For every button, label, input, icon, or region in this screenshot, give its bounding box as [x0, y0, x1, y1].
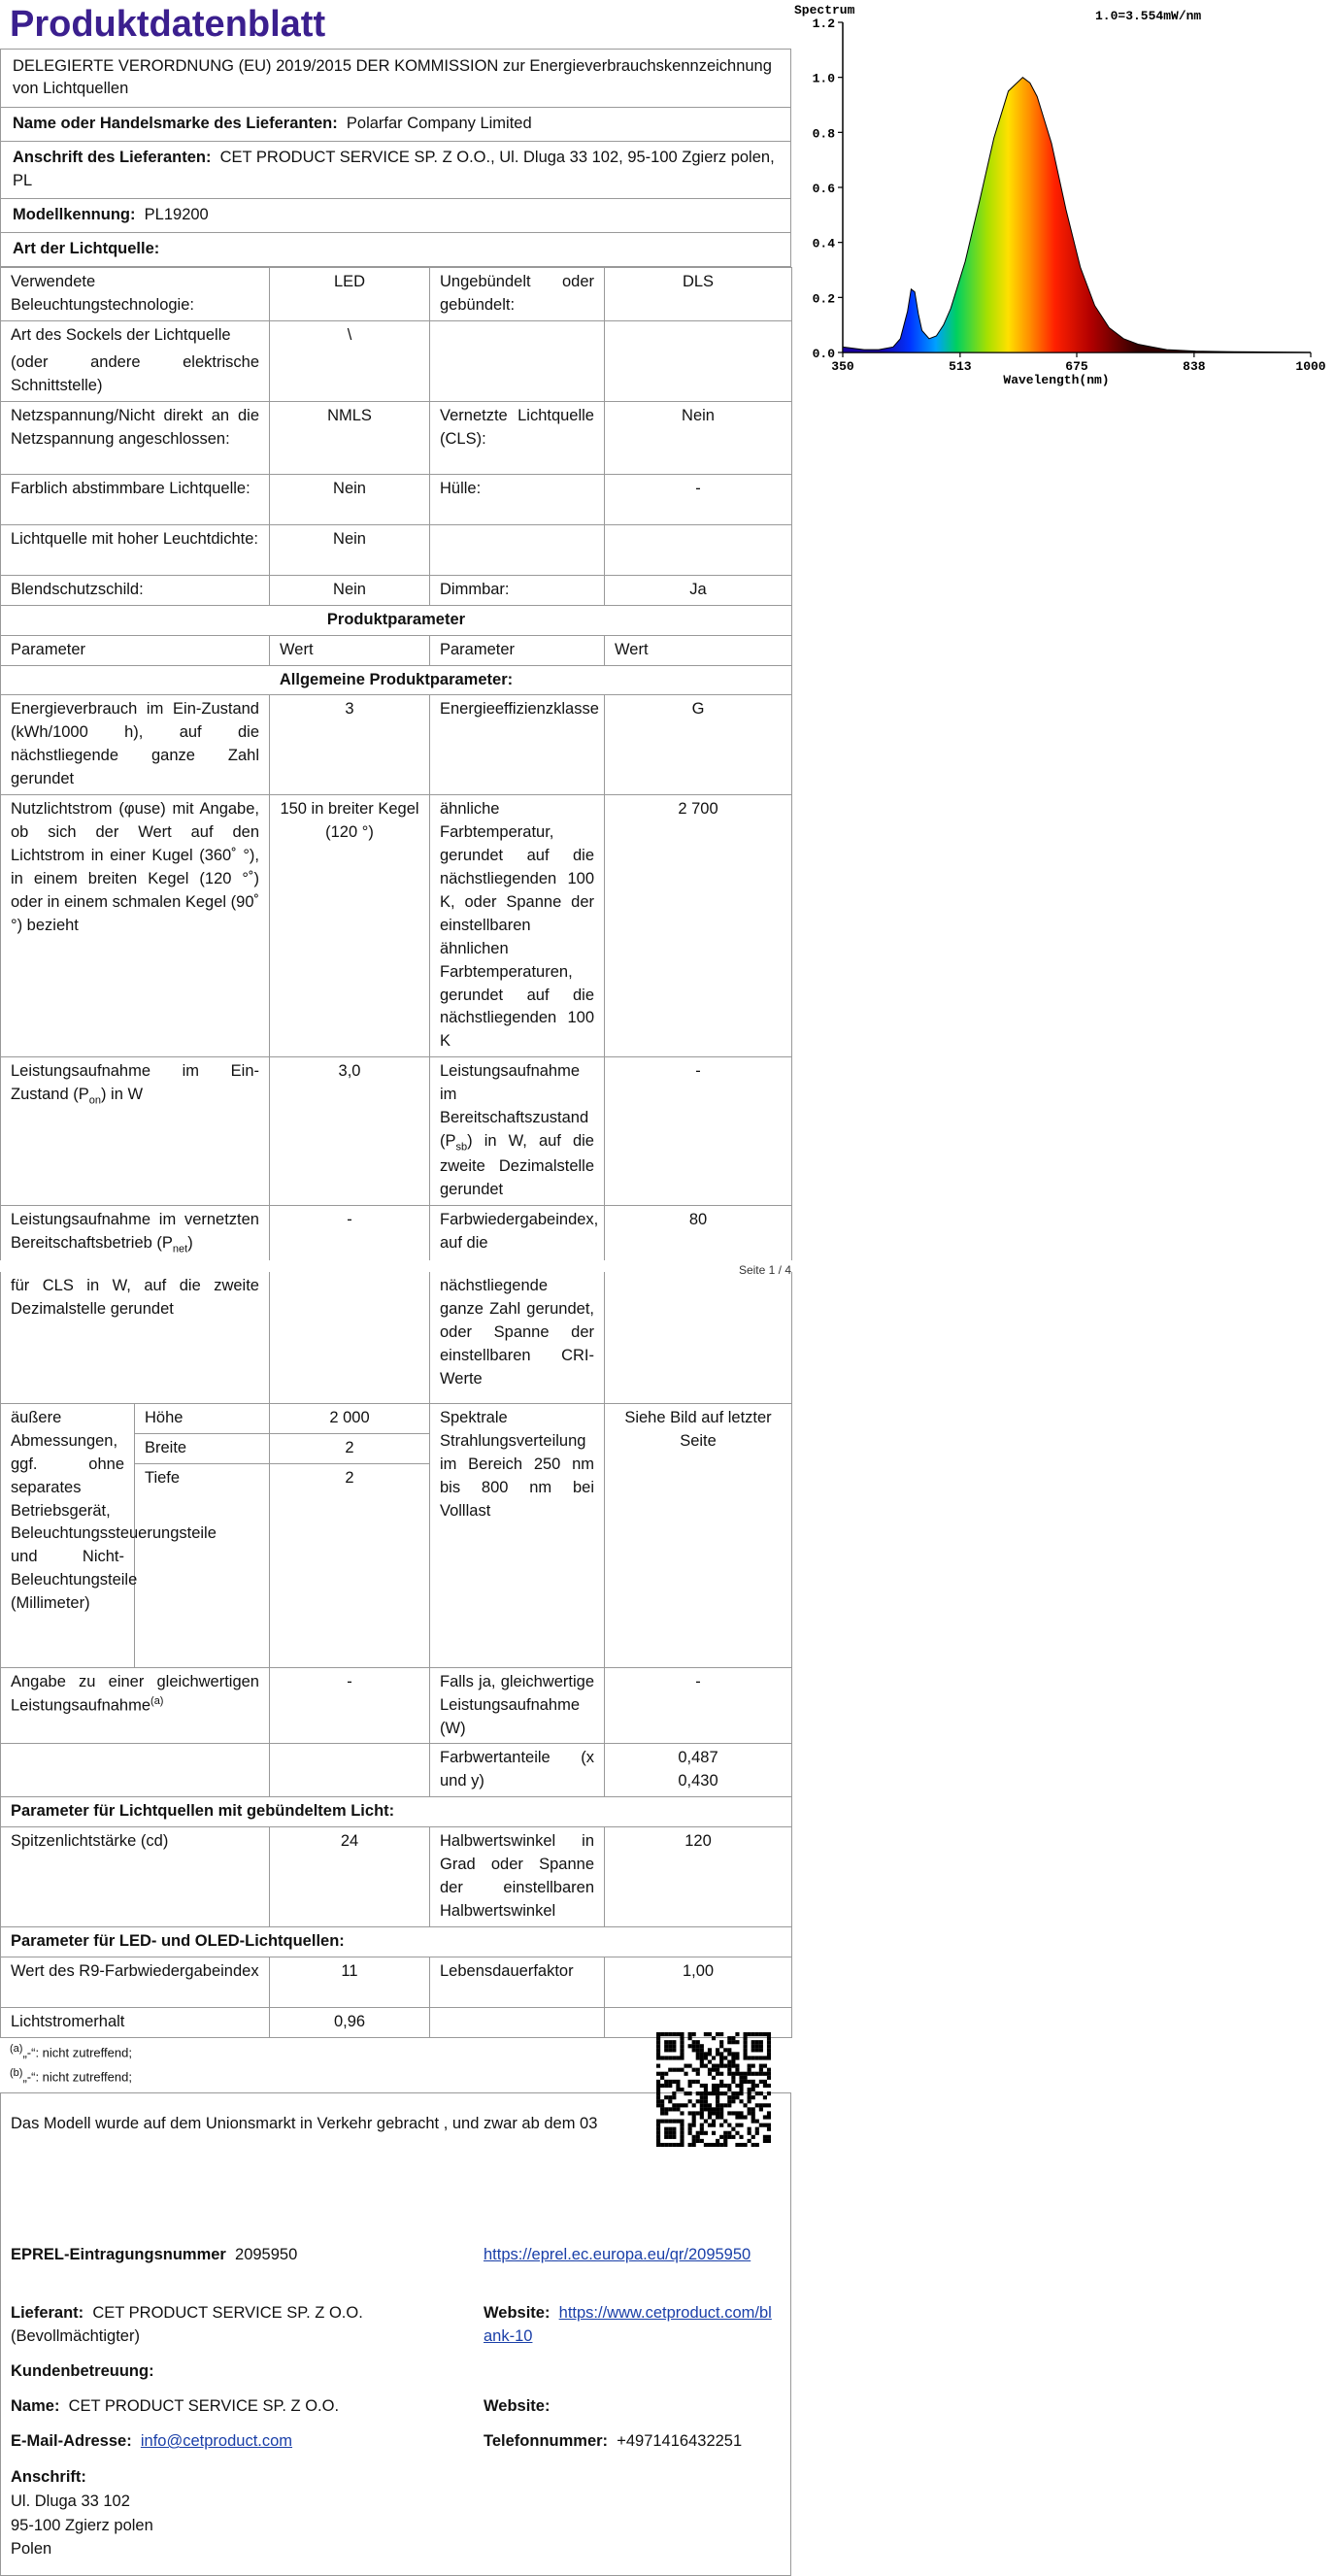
led-params-heading: Parameter für LED- und OLED-Lichtquellen:: [1, 1926, 792, 1957]
regulation-text: DELEGIERTE VERORDNUNG (EU) 2019/2015 DER KOMMISSION zur Energieverbrauchskennzeichnung von Lichtquellen: [0, 49, 791, 109]
p4-sub: net: [172, 1243, 188, 1255]
market-text: Das Modell wurde auf dem Unionsmarkt in Verkehr gebracht , und zwar ab dem 03: [11, 2115, 598, 2133]
address-line-1: Ul. Dluga 33 102: [11, 2492, 130, 2510]
lightsource-table: [0, 267, 792, 1260]
model-value: PL19200: [144, 206, 209, 224]
address-line-2: 95-100 Zgierz polen: [11, 2516, 153, 2534]
cell-value: Ja: [605, 575, 792, 605]
page-gap: [0, 1260, 791, 1272]
cell-value: -: [605, 1667, 792, 1744]
chart-y-tick-label: 0.6: [812, 182, 835, 196]
cell-value: Nein: [270, 575, 430, 605]
p3-label-end: ) in W: [100, 1086, 144, 1104]
cell-label: [1, 320, 270, 401]
website-link[interactable]: https://www.cetproduct.com/blank-10: [484, 2304, 772, 2345]
cell-empty: [270, 1744, 430, 1797]
lightsource-type-heading: [0, 233, 791, 267]
chart-x-tick-label: 1000: [1295, 359, 1326, 374]
supplier-name-label: Name oder Handelsmarke des Lieferanten:: [13, 115, 338, 133]
dim-depth-label: Tiefe: [135, 1463, 270, 1667]
cell-value: 3: [270, 695, 430, 795]
cell-value: 24: [270, 1827, 430, 1927]
p3-sub: on: [88, 1094, 101, 1107]
cell-value: -: [605, 474, 792, 524]
cell-empty: [605, 1272, 792, 1403]
chart-y-tick-label: 1.0: [812, 71, 835, 86]
cell-value: -: [605, 1057, 792, 1206]
lightsource-type-label: Art der Lichtquelle:: [13, 240, 160, 258]
cell-value: 11: [270, 1957, 430, 2007]
cell-value: Nein: [270, 524, 430, 575]
col-header-value: Wert: [270, 635, 430, 665]
address-line-3: Polen: [11, 2540, 52, 2559]
cell-label: Halbwertswinkel in Grad oder Spanne der einstellbaren Halbwertswinkel: [430, 1827, 605, 1927]
cell-value: -: [270, 1206, 430, 1261]
kunden-name-value: CET PRODUCT SERVICE SP. Z O.O.: [68, 2397, 340, 2416]
cell-label: Netzspannung/Nicht direkt an die Netzspannung angeschlossen:: [1, 401, 270, 474]
chromaticity-x: 0,487: [678, 1749, 718, 1767]
cell-empty: [270, 1272, 430, 1403]
phone-label: Telefonnummer:: [484, 2432, 609, 2451]
cell-label: Verwendete Beleuchtungstechnologie:: [1, 267, 270, 320]
cell-label: Hülle:: [430, 474, 605, 524]
chart-y-tick-label: 0.8: [812, 126, 835, 142]
address-label: Anschrift:: [11, 2468, 86, 2487]
cell-value: 80: [605, 1206, 792, 1261]
supplier-name-value: Polarfar Company Limited: [346, 115, 532, 133]
cell-value: NMLS: [270, 401, 430, 474]
p4-label-end: ): [187, 1234, 193, 1253]
p3-sub2: sb: [455, 1141, 468, 1154]
cell-label: Spitzenlichtstärke (cd): [1, 1827, 270, 1927]
cell-value: 1,00: [605, 1957, 792, 2007]
cell-label: Wert des R9-Farbwiedergabeindex: [1, 1957, 270, 2007]
spectrum-value: Siehe Bild auf letzter Seite: [605, 1403, 792, 1667]
model-row: [0, 199, 791, 233]
lieferant-label: Lieferant:: [11, 2304, 84, 2323]
cell-value: 0,96: [270, 2007, 430, 2037]
address-block: [11, 2465, 153, 2561]
cell-value: [605, 1744, 792, 1797]
cell-empty: [605, 320, 792, 401]
chart-x-tick-label: 838: [1183, 359, 1206, 374]
footnote-a-mark: (a): [10, 2042, 23, 2055]
eprel-label: EPREL-Eintragungsnummer: [11, 2246, 226, 2264]
cell-value: DLS: [605, 267, 792, 320]
email-row: [11, 2430, 292, 2454]
dim-height-value: 2 000: [270, 1403, 430, 1433]
dim-depth-value: 2: [270, 1463, 430, 1667]
spectrum-label: Spektrale Strahlungsverteilung im Bereich 250 nm bis 800 nm bei Volllast: [430, 1403, 605, 1667]
p3-label2: Leistungsaufnahme im Bereitschaftszustand (P: [440, 1062, 589, 1151]
cell-label: nächstliegende ganze Zahl gerundet, oder Spanne der einstellbaren CRI-Werte: [430, 1272, 605, 1403]
model-label: Modellkennung:: [13, 206, 136, 224]
cell-label: Farbwiedergabeindex, auf die: [430, 1206, 605, 1261]
cell-value: Nein: [605, 401, 792, 474]
eq-sup: (a): [150, 1694, 164, 1707]
p3-label: Leistungsaufnahme im Ein-Zustand (P: [11, 1062, 259, 1104]
bundled-params-heading: Parameter für Lichtquellen mit gebündeltem Licht:: [1, 1797, 792, 1827]
supplier-address-value: CET PRODUCT SERVICE SP. Z O.O., Ul. Dluga 33 102, 95-100 Zgierz polen, PL: [13, 149, 775, 190]
chart-y-tick-label: 0.2: [812, 291, 835, 307]
eprel-link[interactable]: https://eprel.ec.europa.eu/qr/2095950: [484, 2246, 751, 2264]
eprel-value: 2095950: [235, 2246, 298, 2264]
kunden-name-label: Name:: [11, 2397, 60, 2416]
page-title: Produktdatenblatt: [10, 4, 326, 45]
cell-label: [430, 1057, 605, 1206]
chart-y-tick-label: 0.0: [812, 347, 835, 361]
cell-value: -: [270, 1667, 430, 1744]
lieferant-row: [11, 2302, 472, 2349]
chart-x-tick-label: 350: [831, 359, 854, 374]
spectrum-chart: [794, 0, 1335, 398]
cell-label: Ungebündelt oder gebündelt:: [430, 267, 605, 320]
chart-y-tick-label: 1.2: [812, 17, 835, 31]
page-number: Seite 1 / 4: [738, 1263, 791, 1278]
cell-label: [1, 1667, 270, 1744]
chart-series-area: [843, 78, 1311, 352]
cell-label: Lichtquelle mit hoher Leuchtdichte:: [1, 524, 270, 575]
dim-width-value: 2: [270, 1433, 430, 1463]
dimensions-label: äußere Abmessungen, ggf. ohne separates Betriebsgerät, Beleuchtungssteuerungsteile und Nicht-Beleuchtungsteile (Millimeter): [1, 1403, 135, 1667]
kunden-name-row: [11, 2395, 339, 2419]
footnote-b-mark: (b): [10, 2066, 23, 2079]
cell-label: Dimmbar:: [430, 575, 605, 605]
website-label: Website:: [484, 2304, 551, 2323]
supplier-address-label: Anschrift des Lieferanten:: [13, 149, 212, 167]
chart-annotation: 1.0=3.554mW/nm: [1095, 9, 1202, 23]
cell-label: Lebensdauerfaktor: [430, 1957, 605, 2007]
eprel-row: [11, 2244, 297, 2267]
chart-x-tick-label: 513: [949, 359, 972, 374]
product-params-heading: Produktparameter: [1, 605, 792, 635]
qr-code-icon: [656, 2032, 771, 2147]
p4-label: Leistungsaufnahme im vernetzten Bereitschaftsbetrieb (P: [11, 1211, 259, 1253]
chart-title: Spectrum: [794, 3, 855, 17]
eq-label: Angabe zu einer gleichwertigen Leistungsaufnahme: [11, 1672, 259, 1715]
supplier-name-row: [0, 108, 791, 142]
footnote-a-text: „-“: nicht zutreffend;: [22, 2045, 132, 2060]
website2-label: Website:: [484, 2397, 551, 2416]
contact-section: [0, 2092, 791, 2576]
cell-empty: [430, 2007, 605, 2037]
cell-label: Vernetzte Lichtquelle (CLS):: [430, 401, 605, 474]
cell-label: Farbwertanteile (x und y): [430, 1744, 605, 1797]
p3-label2-end: ) in W, auf die zweite Dezimalstelle gerundet: [440, 1132, 594, 1199]
cell-empty: [430, 320, 605, 401]
lieferant-value: CET PRODUCT SERVICE SP. Z O.O. (Bevollmächtigter): [11, 2304, 363, 2345]
dim-height-label: Höhe: [135, 1403, 270, 1433]
website2-row: [484, 2395, 550, 2419]
cell-value: 3,0: [270, 1057, 430, 1206]
phone-row: [484, 2430, 742, 2454]
cell-label: Nutzlichtstrom (φuse) mit Angabe, ob sich der Wert auf den Lichtstrom in einer Kugel (360˚ °), in einem breiten Kegel (120 °˚) oder in einem schmalen Kegel (90˚ °) bezieht: [1, 795, 270, 1057]
cell-label: Blendschutzschild:: [1, 575, 270, 605]
socket-label: Art des Sockels der Lichtquelle: [11, 325, 231, 344]
website-row: [484, 2302, 780, 2349]
cell-label: Energieeffizienzklasse: [430, 695, 605, 795]
socket-label-b: (oder andere elektrische Schnittstelle): [11, 352, 259, 394]
cell-value: 120: [605, 1827, 792, 1927]
cell-empty: [430, 524, 605, 575]
cell-value: \: [270, 320, 430, 401]
cell-label: Lichtstromerhalt: [1, 2007, 270, 2037]
footnote-b-text: „-“: nicht zutreffend;: [22, 2069, 132, 2085]
cell-empty: [605, 524, 792, 575]
cell-label: für CLS in W, auf die zweite Dezimalstelle gerundet: [1, 1272, 270, 1403]
kunden-label: Kundenbetreuung:: [11, 2362, 154, 2381]
cell-value: LED: [270, 267, 430, 320]
cell-label: [1, 1057, 270, 1206]
supplier-address-row: [0, 142, 791, 199]
params-table-cont: [0, 1272, 792, 2037]
phone-value: +4971416432251: [617, 2432, 743, 2451]
chart-y-tick-label: 0.4: [812, 236, 835, 251]
col-header-param: Parameter: [1, 635, 270, 665]
email-link[interactable]: info@cetproduct.com: [140, 2432, 293, 2451]
cell-value: 2 700: [605, 795, 792, 1057]
general-params-heading: Allgemeine Produktparameter:: [1, 665, 792, 695]
cell-label: Farblich abstimmbare Lichtquelle:: [1, 474, 270, 524]
cell-value: G: [605, 695, 792, 795]
cell-label: [1, 1206, 270, 1261]
cell-value: Nein: [270, 474, 430, 524]
email-label: E-Mail-Adresse:: [11, 2432, 132, 2451]
cell-label: ähnliche Farbtemperatur, gerundet auf die nächstliegenden 100 K, oder Spanne der einstellbaren ähnlichen Farbtemperaturen, gerundet auf die nächstliegenden 100 K: [430, 795, 605, 1057]
cell-empty: [1, 1744, 270, 1797]
cell-label: Falls ja, gleichwertige Leistungsaufnahme (W): [430, 1667, 605, 1744]
chromaticity-y: 0,430: [678, 1772, 718, 1790]
chart-xlabel: Wavelength(nm): [1003, 373, 1110, 387]
dim-width-label: Breite: [135, 1433, 270, 1463]
kunden-heading: [11, 2360, 154, 2384]
col-header-value: Wert: [605, 635, 792, 665]
cell-value: 150 in breiter Kegel (120 °): [270, 795, 430, 1057]
col-header-param: Parameter: [430, 635, 605, 665]
chart-x-tick-label: 675: [1065, 359, 1088, 374]
cell-label: Energieverbrauch im Ein-Zustand (kWh/1000 h), auf die nächstliegende ganze Zahl gerundet: [1, 695, 270, 795]
